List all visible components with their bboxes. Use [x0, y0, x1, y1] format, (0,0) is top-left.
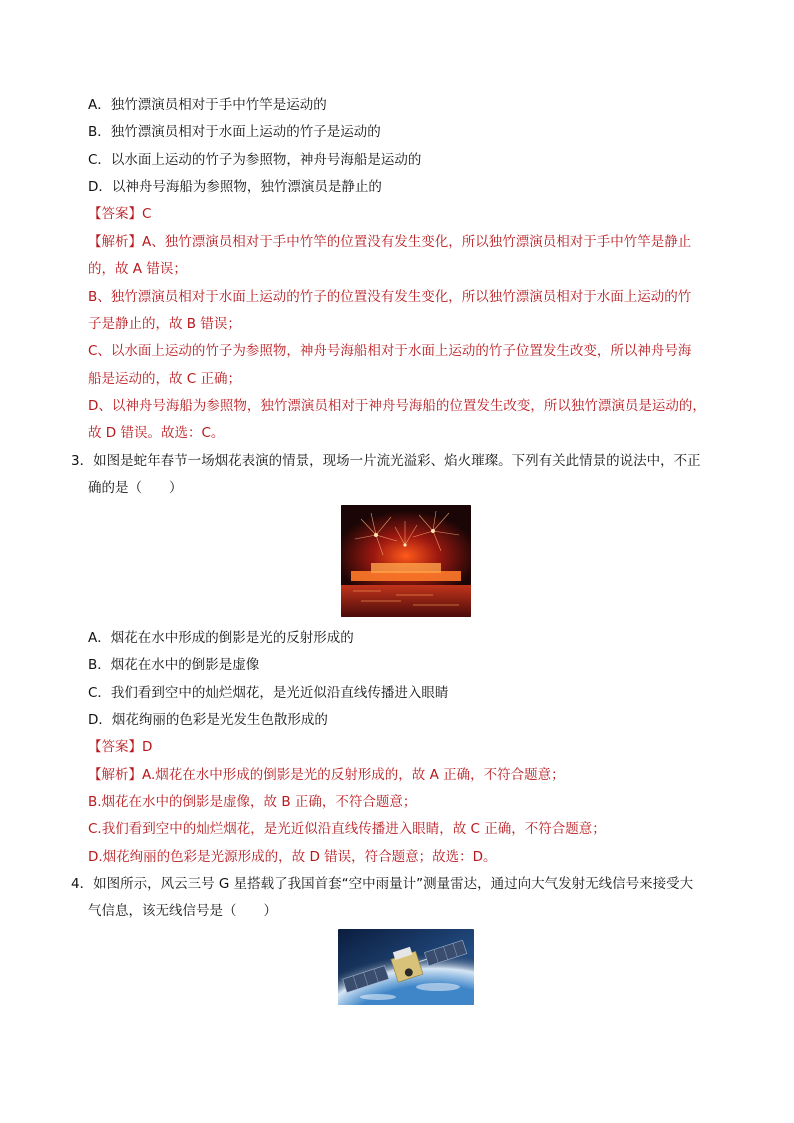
- q2-analysis-line: 船是运动的，故 C 正确；: [88, 371, 242, 387]
- satellite-image: [338, 929, 474, 1005]
- q3-option-a: A．烟花在水中形成的倒影是光的反射形成的: [88, 630, 354, 646]
- q3-option-b: B．烟花在水中的倒影是虚像: [88, 657, 260, 673]
- q4-stem-line: 气信息，该无线信号是（ ）: [88, 903, 277, 919]
- q3-stem-line: 确的是（ ）: [88, 480, 183, 496]
- q3-analysis-line: B.烟花在水中的倒影是虚像，故 B 正确，不符合题意；: [88, 794, 417, 810]
- q3-option-c: C．我们看到空中的灿烂烟花，是光近似沿直线传播进入眼睛: [88, 685, 449, 701]
- q2-option-c: C．以水面上运动的竹子为参照物，神舟号海船是运动的: [88, 152, 422, 168]
- satellite-illustration: [338, 929, 474, 1005]
- q3-option-d: D．烟花绚丽的色彩是光发生色散形成的: [88, 712, 328, 728]
- q2-analysis-line: 子是静止的，故 B 错误；: [88, 316, 241, 332]
- q3-analysis-line: 【解析】A.烟花在水中形成的倒影是光的反射形成的，故 A 正确，不符合题意；: [88, 767, 565, 783]
- q2-option-b: B．独竹漂演员相对于水面上运动的竹子是运动的: [88, 124, 381, 140]
- q2-analysis-line: 【解析】A、独竹漂演员相对于手中竹竿的位置没有发生变化，所以独竹漂演员相对于手中竹竿是静止: [88, 234, 692, 250]
- q2-option-a: A．独竹漂演员相对于手中竹竿是运动的: [88, 97, 327, 113]
- q3-answer: 【答案】D: [88, 739, 153, 755]
- q2-analysis-line: C、以水面上运动的竹子为参照物，神舟号海船相对于水面上运动的竹子位置发生改变，所以神舟号海: [88, 343, 692, 359]
- q3-analysis-line: C.我们看到空中的灿烂烟花，是光近似沿直线传播进入眼睛，故 C 正确，不符合题意；: [88, 821, 606, 837]
- fireworks-image: [341, 505, 471, 617]
- q2-analysis-line: 故 D 错误。故选：C。: [88, 425, 225, 441]
- q3-stem-line: 3．如图是蛇年春节一场烟花表演的情景，现场一片流光溢彩、焰火璀璨。下列有关此情景的说法中，不正: [71, 453, 701, 469]
- q3-analysis-line: D.烟花绚丽的色彩是光源形成的，故 D 错误，符合题意；故选：D。: [88, 849, 497, 865]
- q2-analysis-line: 的，故 A 错误；: [88, 261, 187, 277]
- q2-analysis-line: D、以神舟号海船为参照物，独竹漂演员相对于神舟号海船的位置发生改变，所以独竹漂演员是运动的，: [88, 398, 706, 414]
- q2-analysis-line: B、独竹漂演员相对于水面上运动的竹子的位置没有发生变化，所以独竹漂演员相对于水面上运动的竹: [88, 289, 692, 305]
- q2-answer: 【答案】C: [88, 206, 152, 222]
- q4-stem-line: 4．如图所示，风云三号 G 星搭载了我国首套“空中雨量计”测量雷达，通过向大气发射无线信号来接受大: [71, 876, 694, 892]
- fireworks-illustration: [341, 505, 471, 617]
- q2-option-d: D．以神舟号海船为参照物，独竹漂演员是静止的: [88, 179, 382, 195]
